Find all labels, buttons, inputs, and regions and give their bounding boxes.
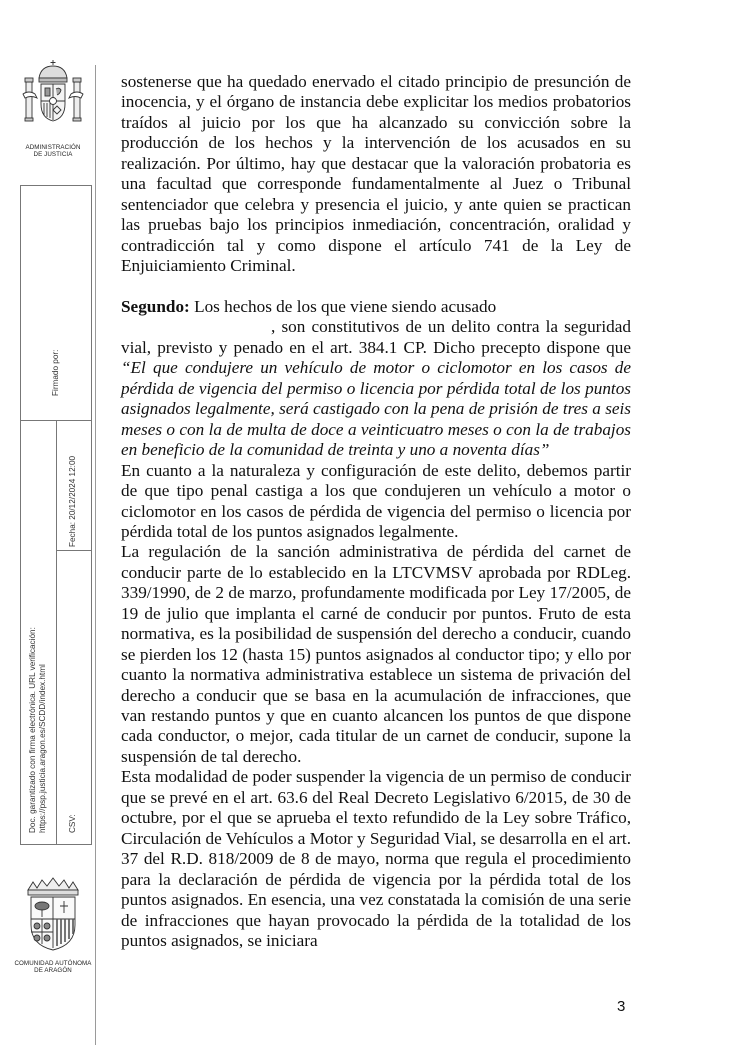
aragon-logo-caption-2: DE ARAGÓN [34,967,72,974]
paragraph-nature: En cuanto a la naturaleza y configuración de este delito, debemos partir de que tipo penal castiga a los que condujeren un vehículo a motor o ciclomotor en los casos de pérdida de vigencia del permiso o licencia por pérdida total de los puntos asignados legalmente. [121,460,631,541]
paragraph-regulation: La regulación de la sanción administrativa de pérdida del carnet de conducir parte de lo establecido en la LTCVMSV aprobada por RDLeg. 339/1990, de 2 de marzo, profundamente modificada por Ley 17/2005, de 19 de julio que implanta el carné de conducir por puntos. Fruto de esta normativa, es la posibilidad de suspensión del derecho a conducir, cuando se pierden los 12 (hasta 15) puntos asignados al conductor tipo; y ello por cuanto la normativa administrativa establece un sistema de privación del derecho a conducir que se basa en la acumulación de infracciones, que van restando puntos y que en cuanto alcancen los puntos de que dispone cada conductor, o mejor, cada titular de un carnet de conducir, supone la suspensión de tal derecho. [121,542,631,766]
section-heading-segundo: Segundo: [121,296,190,316]
signed-by-cell [21,186,91,421]
page-number: 3 [617,998,626,1015]
document-body [121,72,631,951]
signature-date: Fecha: 20/12/2024 12:00 [68,455,77,547]
guarantee-cell [21,551,56,845]
justice-logo-caption-1: ADMINISTRACIÓN [25,144,81,151]
aragon-coat-of-arms-icon [22,876,84,952]
csv-label: CSV: [68,814,77,833]
paragraph-modality: Esta modalidad de poder suspender la vigencia de un permiso de conducir que se prevé en el art. 63.6 del Real Decreto Legislativo 6/2015, de 30 de octubre, por el que se aprueba el texto refundido de la Ley sobre Tráfico, Circulación de Vehículos a Motor y Seguridad Vial, se desarrolla en el art. 37 del R.D. 818/2009 de 8 de mayo, norma que regula el procedimiento para la declaración de pérdida de vigencia por la pérdida total de los puntos asignados. En esencia, una vez constatada la comisión de una serie de infracciones que hayan provocado la pérdida de la totalidad de los puntos asignados, se iniciara [121,767,631,951]
legal-quote: “El que condujere un vehículo de motor o ciclomotor en los casos de pérdida de vigencia del permiso o licencia por pérdida total de los puntos asignados legalmente, será castigado con la pena de prisión de tres a seis meses o con la de multa de doce a veinticuatro meses o con la de trabajos en beneficio de la comunidad de treinta y uno a noventa días” [121,358,631,460]
paragraph-segundo [121,297,631,461]
paragraph-presumption: sostenerse que ha quedado enervado el citado principio de presunción de inocencia, y el órgano de instancia debe explicitar los medios probatorios traídos al juicio por los que ha alcanzado su convicción sobre la producción de los hechos y la intervención de los acusados en su realización. Por último, hay que destacar que la valoración probatoria es una facultad que corresponde fundamentalmente al Juez o Tribunal sentenciador que celebra y presencia el juicio, y ante quien se practican las pruebas bajo los principios inmediación, concentración, oralidad y contradicción tal y como dispone el artículo 741 de la Ley de Enjuiciamiento Criminal. [121,72,631,276]
justice-logo-caption-2: DE JUSTICIA [33,151,73,158]
segundo-intro: Los hechos de los que viene siendo acusado [189,296,497,316]
aragon-logo [10,876,96,974]
verification-url[interactable]: https://psp.justicia.aragon.es/SCDD/index.html [38,664,47,833]
signed-by-label: Firmado por: [51,349,60,396]
aragon-logo-caption-1: COMUNIDAD AUTÓNOMA [14,960,92,967]
justice-logo [10,58,96,158]
guarantee-text-1: Doc. garantizado con firma electrónica. URL verificación: [28,627,37,833]
segundo-continuation: , son constitutivos de un delito contra la seguridad vial, previsto y penado en el art. 384.1 CP. Dicho precepto dispone que [121,317,631,357]
csv-cell [57,551,91,845]
date-cell [57,421,91,551]
spain-coat-of-arms-icon [22,58,84,130]
signature-box [20,185,92,845]
